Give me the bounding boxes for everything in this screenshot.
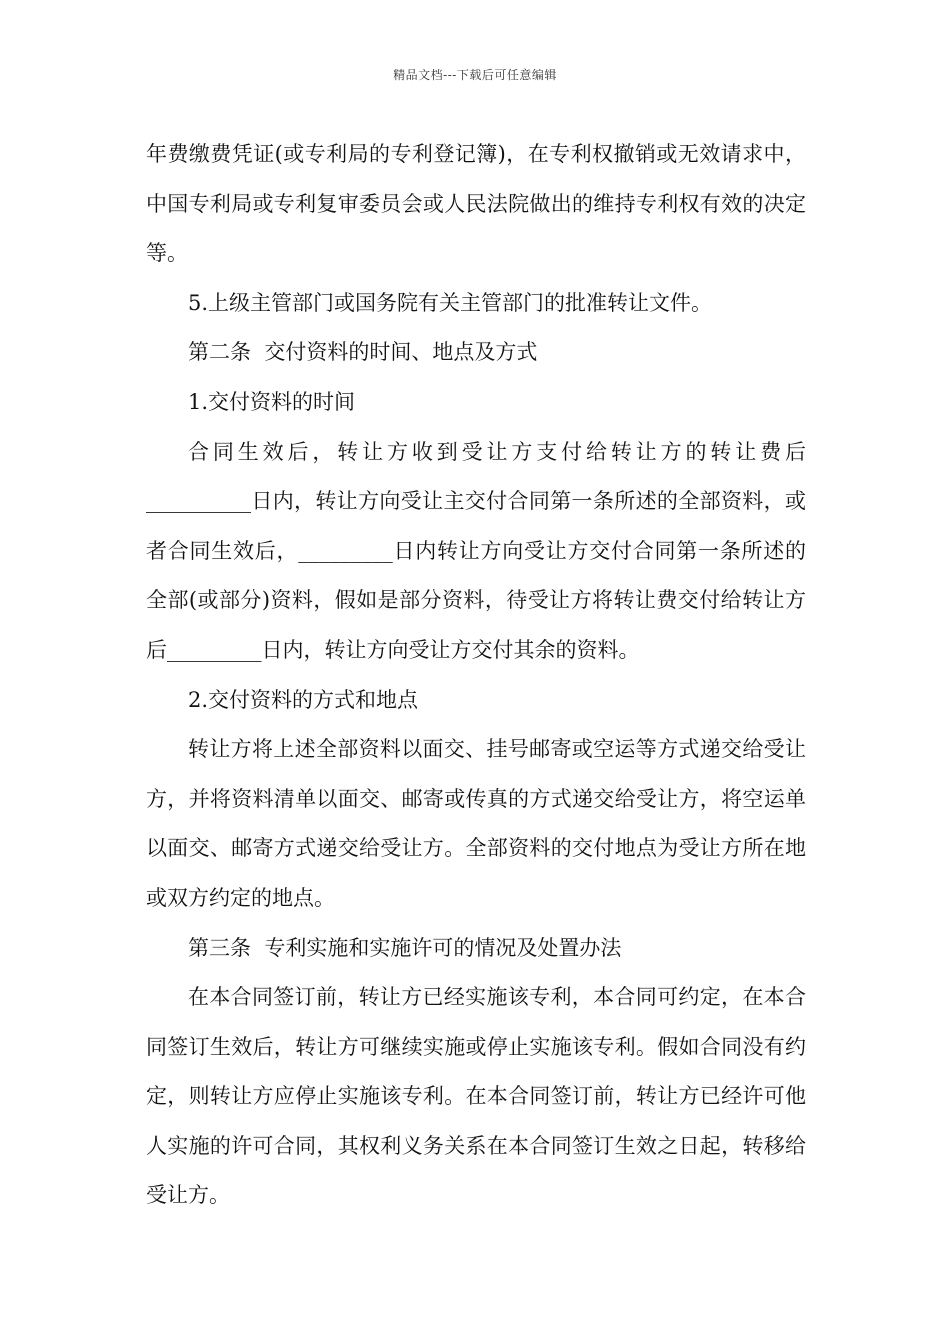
paragraph-delivery-time: 合同生效后，转让方收到受让方支付给转让方的转让费后__________日内，转让方向受让主交付合同第一条所述的全部资料，或者合同生效后，_________日内转让方向受让方交付合同第一条所述的全部(或部分)资料，假如是部分资料，待受让方将转让费交付给转让方后_________日内，转让方向受让方交付其余的资料。 (146, 439, 806, 662)
article-2-heading: 第二条 交付资料的时间、地点及方式 (188, 340, 538, 365)
article-3-heading: 第三条 专利实施和实施许可的情况及处置办法 (188, 935, 622, 960)
document-body (146, 130, 806, 1221)
subheading-delivery-time: 1.交付资料的时间 (188, 389, 356, 414)
paragraph-item-5: 5.上级主管部门或国务院有关主管部门的批准转让文件。 (188, 290, 713, 315)
paragraph-continuation: 年费缴费凭证(或专利局的专利登记簿)，在专利权撤销或无效请求中，中国专利局或专利复审委员会或人民法院做出的维持专利权有效的决定等。 (146, 142, 806, 266)
page-header: 精品文档---下载后可任意编辑 (393, 68, 557, 82)
subheading-delivery-method: 2.交付资料的方式和地点 (188, 687, 419, 712)
paragraph-patent-implementation: 在本合同签订前，转让方已经实施该专利，本合同可约定，在本合同签订生效后，转让方可继续实施或停止实施该专利。假如合同没有约定，则转让方应停止实施该专利。在本合同签订前，转让方已经许可他人实施的许可合同，其权利义务关系在本合同签订生效之日起，转移给受让方。 (146, 985, 806, 1208)
paragraph-delivery-method: 转让方将上述全部资料以面交、挂号邮寄或空运等方式递交给受让方，并将资料清单以面交、邮寄或传真的方式递交给受让方，将空运单以面交、邮寄方式递交给受让方。全部资料的交付地点为受让方所在地或双方约定的地点。 (146, 737, 806, 910)
